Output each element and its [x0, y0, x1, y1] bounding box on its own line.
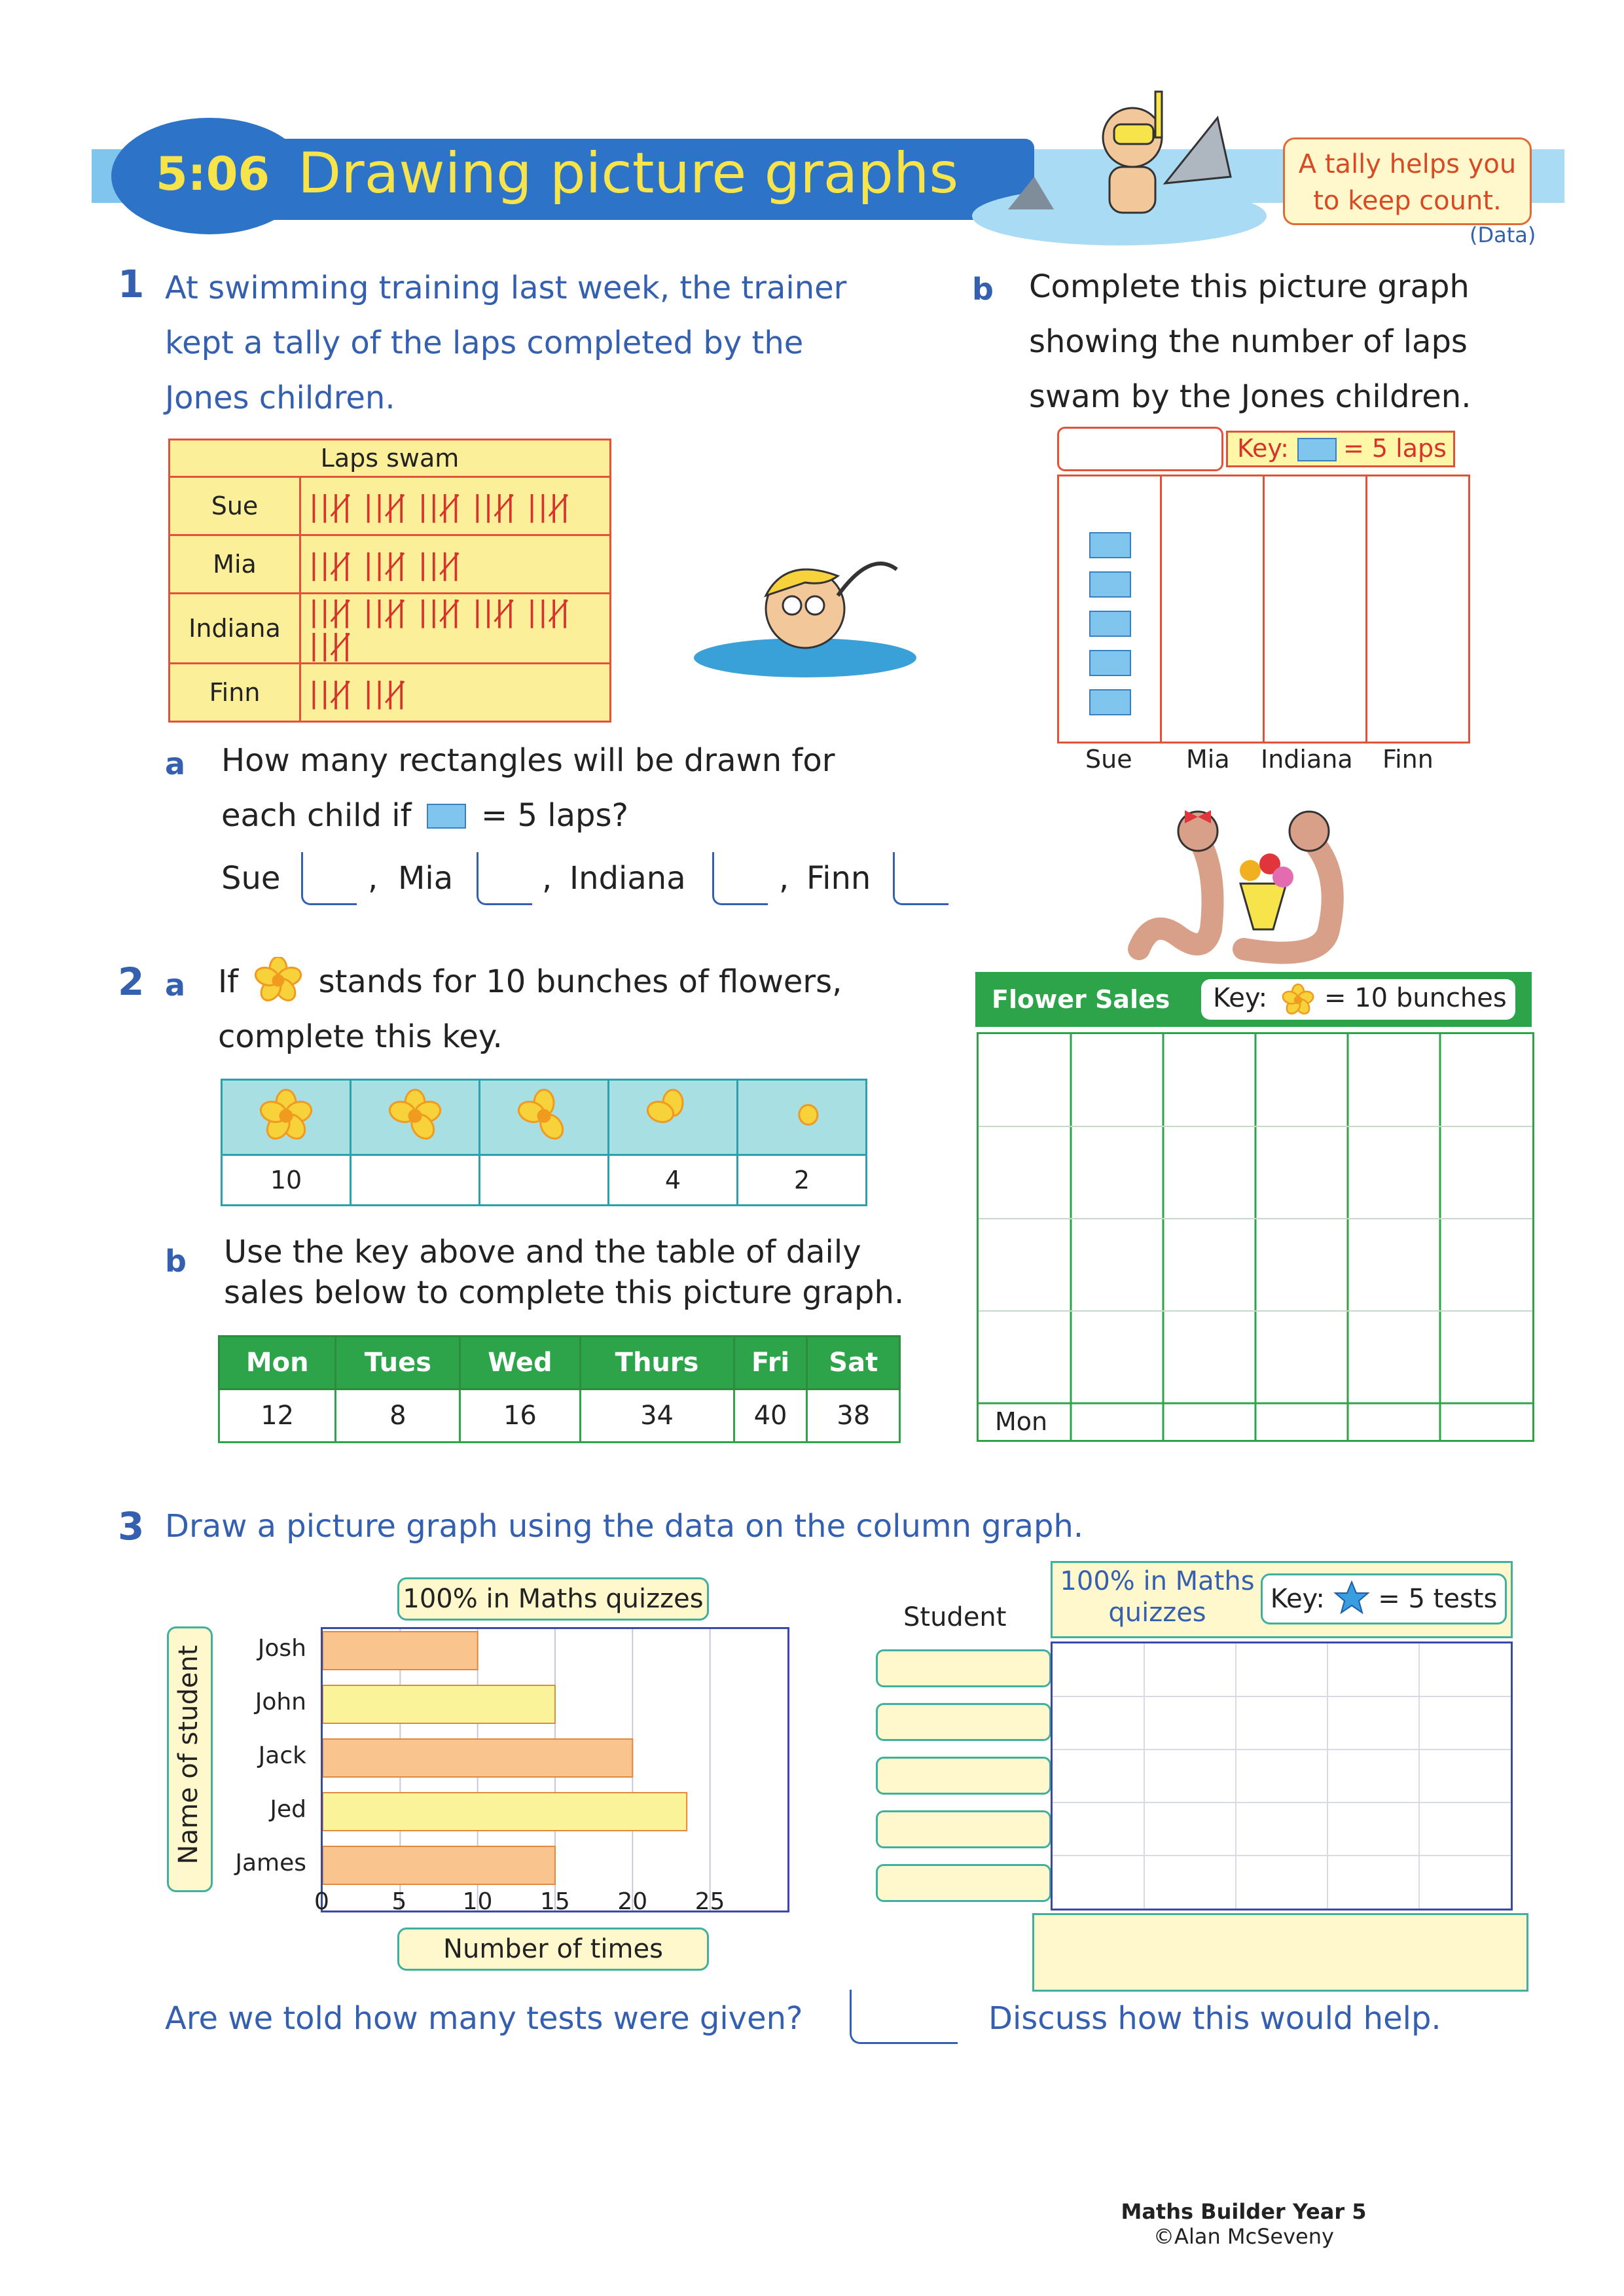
graph-column-mia	[1162, 476, 1265, 742]
key-value: 4	[609, 1155, 738, 1206]
answer-box-sue[interactable]	[301, 852, 357, 905]
graph-label: Mia	[1186, 745, 1230, 774]
tally-marks: ||||̸ ||||̸ ||||̸ ||||̸ ||||̸	[300, 477, 611, 535]
sales-value: 34	[580, 1390, 734, 1443]
x-tick-label: 10	[462, 1888, 493, 1915]
question-1-text	[165, 260, 846, 425]
day-header: Tues	[336, 1336, 460, 1390]
student-name-box[interactable]	[876, 1864, 1051, 1902]
lesson-number: 5:06	[156, 147, 270, 201]
laps-rectangle	[1089, 650, 1131, 676]
flower-key-table	[221, 1079, 867, 1206]
y-tick-label: Jed	[270, 1796, 306, 1823]
q1a-name-indiana: Indiana	[569, 860, 686, 897]
chart-title: 100% in Maths quizzes	[397, 1577, 709, 1621]
bar-jack	[323, 1739, 632, 1777]
graph-label: Indiana	[1261, 745, 1353, 774]
column-graph	[321, 1627, 789, 1912]
q1b-letter: b	[972, 272, 994, 307]
laps-rectangle	[1089, 571, 1131, 598]
snorkeller-illustration	[969, 79, 1270, 249]
flower-icon-four-petals	[351, 1080, 480, 1155]
q1a-name-sue: Sue	[221, 860, 281, 897]
flower-icon	[1280, 982, 1316, 1018]
sales-value: 40	[734, 1390, 807, 1443]
flower-sales-title: Flower Sales	[992, 985, 1170, 1014]
day-header: Thurs	[580, 1336, 734, 1390]
sales-value: 16	[460, 1390, 580, 1443]
graph-column-finn	[1367, 476, 1466, 742]
graph-column-sue	[1059, 476, 1162, 742]
q2a-letter: a	[165, 967, 186, 1003]
rectangle-icon	[427, 804, 466, 829]
footer-book: Maths Builder Year 5	[1121, 2199, 1367, 2224]
bar-john	[323, 1685, 555, 1723]
chart-y-axis-box	[167, 1626, 213, 1892]
bar-josh	[323, 1632, 478, 1670]
table-row: Mia ||||̸ ||||̸ ||||̸	[170, 535, 611, 594]
table-row: Indiana ||||̸ ||||̸ ||||̸ ||||̸ ||||̸ ||||̸	[170, 594, 611, 664]
page-title: Drawing picture graphs	[298, 141, 959, 206]
table-row: Sue ||||̸ ||||̸ ||||̸ ||||̸ ||||̸	[170, 477, 611, 535]
q1a-line-1: How many rectangles will be drawn for	[221, 742, 835, 779]
q2a-line-2: complete this key.	[218, 1018, 503, 1055]
day-header: Sat	[807, 1336, 900, 1390]
question-2-number: 2	[118, 960, 145, 1004]
x-tick-label: 20	[617, 1888, 648, 1915]
q1b-text: Complete this picture graph showing the number of laps swam by the Jones children.	[1029, 268, 1471, 415]
x-tick-label: 15	[540, 1888, 570, 1915]
daily-sales-table	[218, 1335, 901, 1443]
tally-marks: ||||̸ ||||̸ ||||̸ ||||̸ ||||̸ ||||̸	[300, 594, 611, 664]
strand-label: (Data)	[1470, 223, 1536, 247]
student-name-box[interactable]	[876, 1810, 1051, 1848]
student-label: Student	[903, 1602, 1007, 1632]
tip-line-2: to keep count.	[1313, 186, 1502, 216]
x-tick-label: 0	[314, 1888, 329, 1915]
laps-rectangle	[1089, 532, 1131, 558]
key-value-input[interactable]	[351, 1155, 480, 1206]
flower-icon-one-petal	[738, 1080, 867, 1155]
flower-icon-full	[222, 1080, 351, 1155]
answer-box-indiana[interactable]	[712, 852, 768, 905]
tally-table	[168, 439, 611, 723]
sales-value: 12	[219, 1390, 336, 1443]
day-header: Mon	[219, 1336, 336, 1390]
q2b-letter: b	[165, 1244, 187, 1279]
y-tick-label: John	[255, 1689, 306, 1715]
tip-bubble	[1283, 137, 1532, 225]
q1-line-2: kept a tally of the laps completed by the	[165, 325, 804, 361]
q1a-line-2: each child if = 5 laps?	[221, 797, 628, 834]
q2a-line-1: If stands for 10 bunches of flowers,	[218, 954, 842, 1009]
chart-ylabel: Name of student	[173, 1645, 204, 1865]
y-tick-label: James	[235, 1850, 306, 1876]
q1-line-1: At swimming training last week, the trainer	[165, 270, 847, 306]
flower-icon-two-petals	[609, 1080, 738, 1155]
flower-icon-three-petals	[480, 1080, 609, 1155]
day-header: Wed	[460, 1336, 580, 1390]
q1a-name-mia: Mia	[398, 860, 454, 897]
bar-jed	[323, 1793, 687, 1831]
q3-picture-graph-grid[interactable]	[1051, 1641, 1513, 1910]
column-graph-plot	[323, 1629, 787, 1910]
laps-rectangle	[1089, 689, 1131, 715]
graph-label: Finn	[1382, 745, 1434, 774]
student-name-box[interactable]	[876, 1649, 1051, 1687]
x-tick-label: 25	[695, 1888, 725, 1915]
student-name-box[interactable]	[876, 1757, 1051, 1795]
q1a-letter: a	[165, 746, 186, 781]
graph-key: Key: = 5 laps	[1226, 431, 1455, 467]
graph-label: Sue	[1085, 745, 1132, 774]
footer-author: ©Alan McSeveny	[1153, 2224, 1334, 2249]
tally-header: Laps swam	[170, 440, 611, 477]
bar-james	[323, 1846, 555, 1884]
student-name-box[interactable]	[876, 1703, 1051, 1741]
rectangle-icon	[1297, 438, 1337, 461]
q1-line-3: Jones children.	[165, 380, 395, 416]
q3-question: Are we told how many tests were given?	[165, 2000, 803, 2037]
question-3-number: 3	[118, 1504, 145, 1549]
graph-column-indiana	[1265, 476, 1367, 742]
graph-title-box[interactable]	[1057, 427, 1223, 471]
worms-illustration	[1113, 798, 1414, 969]
laps-picture-graph[interactable]	[1057, 475, 1470, 744]
question-3-text: Draw a picture graph using the data on the column graph.	[165, 1508, 1084, 1545]
question-1-number: 1	[118, 262, 145, 306]
key-value: 2	[738, 1155, 867, 1206]
chart-xlabel: Number of times	[397, 1928, 709, 1971]
laps-rectangle	[1089, 611, 1131, 637]
tally-marks: ||||̸ ||||̸ ||||̸	[300, 535, 611, 594]
pg-title-box: 100% in Maths quizzes Key: = 5 tests	[1051, 1561, 1513, 1638]
day-header: Fri	[734, 1336, 807, 1390]
pg-label-box[interactable]	[1032, 1913, 1528, 1992]
y-tick-label: Josh	[257, 1635, 306, 1662]
q3-discuss: Discuss how this would help.	[988, 2000, 1441, 2037]
answer-box-tests[interactable]	[850, 1990, 958, 2044]
y-tick-label: Jack	[258, 1742, 306, 1769]
sales-value: 8	[336, 1390, 460, 1443]
sales-value: 38	[807, 1390, 900, 1443]
answer-box-mia[interactable]	[477, 852, 532, 905]
tip-line-1: A tally helps you	[1298, 149, 1517, 179]
table-row: Finn ||||̸ ||||̸	[170, 664, 611, 722]
key-value: 10	[222, 1155, 351, 1206]
swimmer-illustration	[687, 524, 923, 681]
key-value-input[interactable]	[480, 1155, 609, 1206]
star-icon	[1333, 1580, 1370, 1617]
graph-label-mon: Mon	[995, 1407, 1048, 1436]
q2b-text: Use the key above and the table of daily sales below to complete this picture graph.	[224, 1234, 905, 1311]
flower-icon	[252, 957, 304, 1004]
flower-sales-key: Key: = 10 bunches	[1201, 979, 1515, 1020]
q1a-name-finn: Finn	[806, 860, 871, 897]
answer-box-finn[interactable]	[893, 852, 948, 905]
x-tick-label: 5	[391, 1888, 407, 1915]
tally-marks: ||||̸ ||||̸	[300, 664, 611, 722]
flower-sales-grid[interactable]	[977, 1032, 1534, 1442]
pg-key: Key: = 5 tests	[1261, 1573, 1507, 1624]
